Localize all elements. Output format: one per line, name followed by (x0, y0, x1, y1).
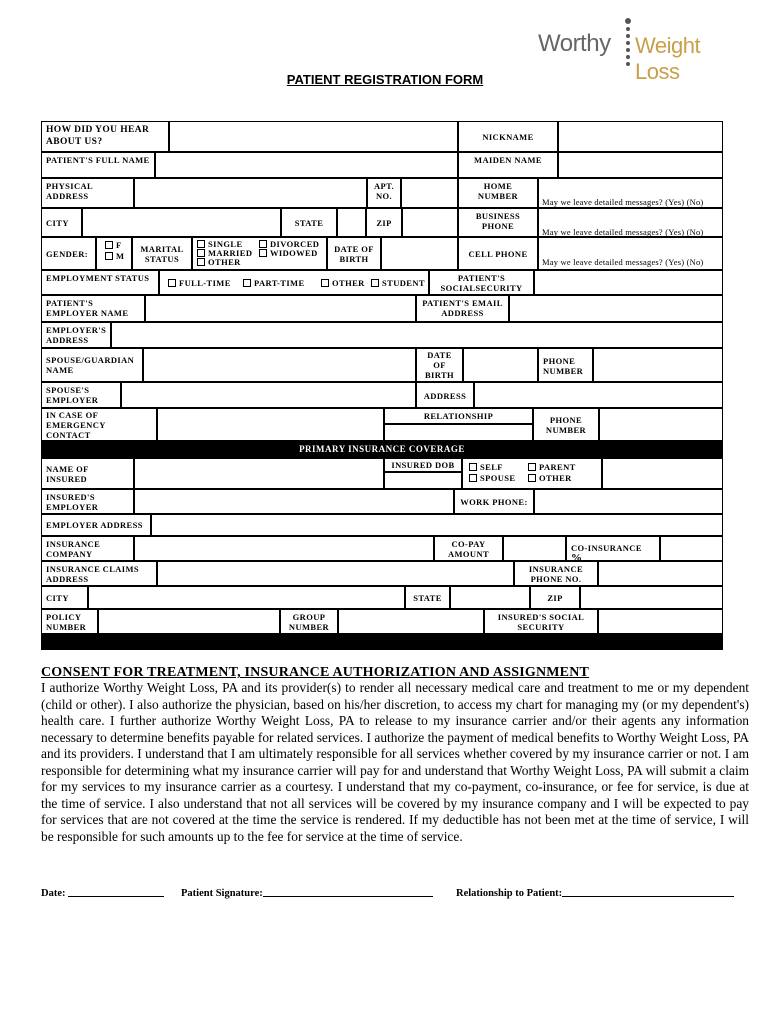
patient-employer-name-field[interactable] (145, 295, 416, 322)
home-message-prompt: May we leave detailed messages? (Yes) (No) (542, 197, 704, 207)
registration-form (41, 121, 723, 650)
checkbox-icon (197, 258, 205, 266)
student-checkbox[interactable]: STUDENT (371, 278, 425, 288)
emergency-phone-label: PHONE NUMBER (533, 408, 599, 441)
how-did-you-hear-label: HOW DID YOU HEAR ABOUT US? (41, 121, 169, 152)
date-signature-field[interactable] (41, 887, 164, 899)
gender-m-checkbox[interactable]: M (105, 251, 127, 261)
relationship-field[interactable] (384, 424, 533, 441)
spouse-phone-field[interactable] (593, 348, 723, 382)
policy-number-label: POLICY NUMBER (41, 609, 98, 634)
emergency-contact-label: IN CASE OF EMERGENCY CONTACT (41, 408, 157, 441)
checkbox-icon (259, 249, 267, 257)
spouse-checkbox[interactable]: SPOUSE (469, 473, 515, 483)
full-time-checkbox[interactable]: FULL-TIME (168, 278, 231, 288)
insured-employer-field[interactable] (134, 489, 454, 514)
checkbox-icon (168, 279, 176, 287)
zip-field[interactable] (402, 208, 458, 237)
consent-body: I authorize Worthy Weight Loss, PA and its provider(s) to render all necessary medical care and treatment to me or my dependent (child or other). I also authorize the physician, based on his/her discretion, to access my chart for managing my (or my dependent's) health care. I further authorize Worthy Weight Loss, PA to release to my insurance carrier and/or their agents any information necessary to determine benefits payable for related services. I authorize the payment of medical benefits to Worthy Weight Loss, PA and its providers. I understand that I am ultimately responsible for all services whether covered by my insurance carrier or not. I am responsible for determining what my insurance carrier will pay for and understand that Worthy Weight Loss, PA will submit a claim for my services to my insurance carrier as a courtesy. I understand that my co-payment, co-insurance, or fee for service, is due at the time of service. I also understand that not all services will be covered by my insurance company and I will be expected to pay for services that are not covered at the time the service is rendered. If my deductible has not been met at the time of service, I will be responsible for such amounts up to the fee for service at the time of service. (41, 680, 749, 844)
relationship-to-insured-options (462, 458, 602, 489)
home-number-label: HOME NUMBER (458, 178, 538, 208)
other-employment-checkbox[interactable]: OTHER (321, 278, 365, 288)
emergency-contact-field[interactable] (157, 408, 384, 441)
nickname-label: NICKNAME (458, 121, 558, 152)
checkbox-icon (105, 241, 113, 249)
percent-sign: % (571, 552, 583, 561)
divorced-checkbox[interactable]: DIVORCED (259, 239, 319, 249)
spouse-dob-label: DATE OF BIRTH (416, 348, 463, 382)
checkbox-icon (105, 252, 113, 260)
logo-dots-divider (625, 18, 631, 70)
copay-amount-field[interactable] (503, 536, 566, 561)
how-did-you-hear-field[interactable] (169, 121, 458, 152)
marital-status-options (192, 237, 327, 270)
spouse-employer-field[interactable] (121, 382, 416, 408)
insurance-company-field[interactable] (134, 536, 434, 561)
business-phone-label: BUSINESS PHONE (458, 208, 538, 237)
claims-state-label: STATE (405, 586, 450, 609)
claims-state-field[interactable] (450, 586, 530, 609)
spouse-phone-label: PHONE NUMBER (538, 348, 593, 382)
insurance-company-label: INSURANCE COMPANY (41, 536, 134, 561)
insurance-phone-label: INSURANCE PHONE NO. (514, 561, 598, 586)
date-line (68, 887, 164, 897)
insured-extra-field[interactable] (602, 458, 723, 489)
date-label: Date: (41, 888, 66, 899)
apt-no-label: APT. NO. (367, 178, 401, 208)
widowed-checkbox[interactable]: WIDOWED (259, 248, 318, 258)
checkbox-icon (321, 279, 329, 287)
work-phone-field[interactable] (534, 489, 723, 514)
insured-dob-field[interactable] (384, 472, 462, 489)
employer-address-label: EMPLOYER'S ADDRESS (41, 322, 111, 348)
co-insurance-label: CO-INSURANCE % (566, 536, 660, 561)
nickname-field[interactable] (558, 121, 723, 152)
consent-title: CONSENT FOR TREATMENT, INSURANCE AUTHORIZATION AND ASSIGNMENT (41, 665, 590, 680)
claims-zip-field[interactable] (580, 586, 723, 609)
page-title: PATIENT REGISTRATION FORM (286, 72, 484, 87)
checkbox-icon (197, 249, 205, 257)
employer-address-field[interactable] (111, 322, 723, 348)
work-phone-label: WORK PHONE: (454, 489, 534, 514)
patient-full-name-label: PATIENT'S FULL NAME (41, 152, 155, 178)
spouse-address-field[interactable] (474, 382, 723, 408)
form-bottom-bar (41, 634, 723, 650)
single-checkbox[interactable]: SINGLE (197, 239, 243, 249)
name-of-insured-label: NAME OF INSURED (41, 458, 134, 489)
logo-weight-loss-text: Weight Loss (635, 33, 701, 84)
date-of-birth-field[interactable] (381, 237, 458, 270)
checkbox-icon (243, 279, 251, 287)
parent-checkbox[interactable]: PARENT (528, 462, 576, 472)
primary-insurance-header: PRIMARY INSURANCE COVERAGE (41, 441, 723, 458)
marital-status-label: MARITAL STATUS (132, 237, 192, 270)
policy-number-field[interactable] (98, 609, 280, 634)
cell-phone-label: CELL PHONE (458, 237, 538, 270)
patient-email-field[interactable] (509, 295, 723, 322)
insured-employer-address-label: EMPLOYER ADDRESS (41, 514, 151, 536)
physical-address-label: PHYSICAL ADDRESS (41, 178, 134, 208)
city-label: CITY (41, 208, 82, 237)
insured-ssn-label: INSURED'S SOCIAL SECURITY (484, 609, 598, 634)
married-checkbox[interactable]: MARRIED (197, 248, 252, 258)
worthy-weight-loss-logo (538, 18, 750, 84)
group-number-label: GROUP NUMBER (280, 609, 338, 634)
city-field[interactable] (82, 208, 281, 237)
insured-employer-address-field[interactable] (151, 514, 723, 536)
business-message-prompt: May we leave detailed messages? (Yes) (No) (542, 227, 704, 237)
employment-status-label: EMPLOYMENT STATUS (41, 270, 159, 295)
apt-no-field[interactable] (401, 178, 458, 208)
relationship-signature-field[interactable] (456, 887, 734, 899)
spouse-employer-label: SPOUSE'S EMPLOYER (41, 382, 121, 408)
gender-options (96, 237, 132, 270)
spouse-address-label: ADDRESS (416, 382, 474, 408)
checkbox-icon (528, 474, 536, 482)
patient-signature-field[interactable] (181, 887, 433, 899)
maiden-name-field[interactable] (558, 152, 723, 178)
employment-status-options (159, 270, 429, 295)
self-checkbox[interactable]: SELF (469, 462, 503, 472)
checkbox-icon (469, 474, 477, 482)
insurance-phone-field[interactable] (598, 561, 723, 586)
date-of-birth-label: DATE OF BIRTH (327, 237, 381, 270)
group-number-field[interactable] (338, 609, 484, 634)
relationship-to-patient-label: Relationship to Patient: (456, 888, 563, 899)
state-field[interactable] (337, 208, 366, 237)
checkbox-icon (197, 240, 205, 248)
gender-label: GENDER: (41, 237, 96, 270)
patient-signature-label: Patient Signature: (181, 888, 263, 899)
co-insurance-field[interactable] (660, 536, 723, 561)
gender-f-checkbox[interactable]: F (105, 240, 127, 250)
claims-zip-label: ZIP (530, 586, 580, 609)
claims-address-label: INSURANCE CLAIMS ADDRESS (41, 561, 157, 586)
patient-signature-line (263, 887, 433, 897)
insured-ssn-field[interactable] (598, 609, 723, 634)
physical-address-field[interactable] (134, 178, 367, 208)
claims-city-label: CITY (41, 586, 88, 609)
maiden-name-label: MAIDEN NAME (458, 152, 558, 178)
patient-employer-name-label: PATIENT'S EMPLOYER NAME (41, 295, 145, 322)
patient-email-label: PATIENT'S EMAIL ADDRESS (416, 295, 509, 322)
logo-worthy-text: Worthy (538, 30, 611, 57)
spouse-dob-field[interactable] (463, 348, 538, 382)
claims-city-field[interactable] (88, 586, 405, 609)
cell-message-prompt: May we leave detailed messages? (Yes) (No) (542, 257, 704, 267)
checkbox-icon (371, 279, 379, 287)
claims-address-field[interactable] (157, 561, 514, 586)
name-of-insured-field[interactable] (134, 458, 384, 489)
part-time-checkbox[interactable]: PART-TIME (243, 278, 305, 288)
state-label: STATE (281, 208, 337, 237)
other-relationship-checkbox[interactable]: OTHER (528, 473, 572, 483)
insured-dob-label: INSURED DOB (384, 458, 462, 472)
social-security-field[interactable] (534, 270, 723, 295)
social-security-label: PATIENT'S SOCIALSECURITY (429, 270, 534, 295)
spouse-guardian-field[interactable] (143, 348, 416, 382)
checkbox-icon (469, 463, 477, 471)
relationship-label: RELATIONSHIP (384, 408, 533, 424)
patient-full-name-field[interactable] (155, 152, 458, 178)
zip-label: ZIP (366, 208, 402, 237)
emergency-phone-field[interactable] (599, 408, 723, 441)
spouse-guardian-label: SPOUSE/GUARDIAN NAME (41, 348, 143, 382)
checkbox-icon (528, 463, 536, 471)
insured-employer-label: INSURED'S EMPLOYER (41, 489, 134, 514)
copay-amount-label: CO-PAY AMOUNT (434, 536, 503, 561)
relationship-line (562, 887, 734, 897)
checkbox-icon (259, 240, 267, 248)
other-marital-checkbox[interactable]: OTHER (197, 257, 241, 267)
